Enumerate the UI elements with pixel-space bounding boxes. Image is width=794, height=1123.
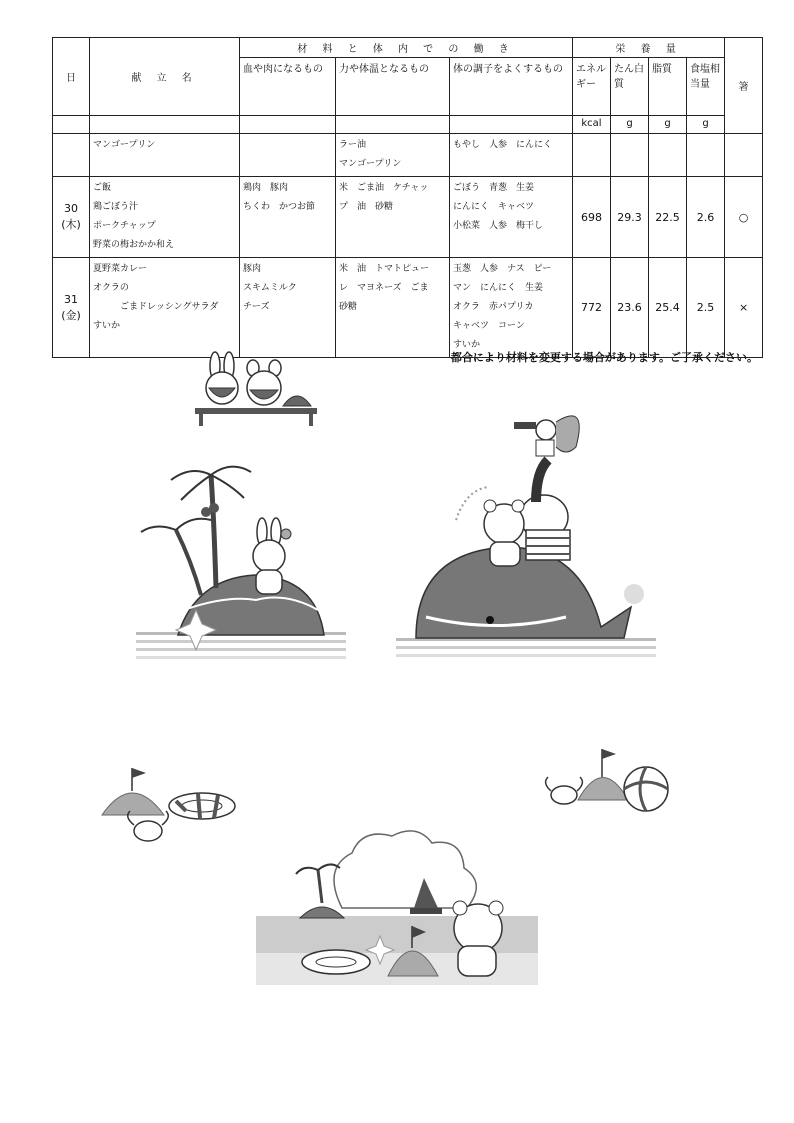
chopsticks-mark: × <box>725 258 763 358</box>
energy-value: 698 <box>573 177 611 258</box>
energy-value: 772 <box>573 258 611 358</box>
salt-value: 2.6 <box>687 177 725 258</box>
header-blood: 血や肉になるもの <box>240 58 336 116</box>
menu-item: すいか <box>93 321 121 331</box>
header-energy-foods: 力や体温となるもの <box>336 58 450 116</box>
table-row <box>53 258 763 358</box>
condition-food: 玉葱 人参 ナス ピー <box>453 264 552 274</box>
condition-food: マン にんにく 生姜 <box>453 283 544 293</box>
unit-fat: g <box>649 116 687 134</box>
condition-food: すいか <box>453 340 481 350</box>
change-notice: 都合により材料を変更する場合があります。ご了承ください。 <box>450 351 758 364</box>
row-weekday: (木) <box>61 218 81 231</box>
energy-food: マンゴープリン <box>339 159 402 169</box>
table-row <box>53 134 763 177</box>
energy-food: 米 油 トマトピュー <box>339 264 430 274</box>
unit-protein: g <box>611 116 649 134</box>
unit-energy: kcal <box>573 116 611 134</box>
row-weekday: (金) <box>61 308 81 322</box>
condition-food: キャベツ コーン <box>453 321 525 331</box>
header-salt: 食塩相当量 <box>687 58 725 116</box>
header-protein: たん白質 <box>611 58 649 116</box>
blood-food: ちくわ かつお節 <box>243 202 316 212</box>
header-condition: 体の調子をよくするもの <box>450 58 573 116</box>
salt-value: 2.5 <box>687 258 725 358</box>
header-energy: エネルギー <box>573 58 611 116</box>
row-day: 30 <box>64 202 78 215</box>
condition-food: オクラ 赤パプリカ <box>453 302 534 312</box>
blood-food: 鶏肉 豚肉 <box>243 183 289 193</box>
energy-food: 砂糖 <box>339 302 358 312</box>
energy-food: プ 油 砂糖 <box>339 202 394 212</box>
condition-food: もやし 人参 にんにく <box>453 140 553 150</box>
row-day: 31 <box>64 292 78 306</box>
header-day: 日 <box>53 38 90 116</box>
menu-item: ご飯 <box>93 183 112 193</box>
blood-food: スキムミルク <box>243 283 297 293</box>
table-row <box>53 177 763 258</box>
crab-beachball-illustration <box>528 745 673 830</box>
energy-food: レ マヨネーズ ごま <box>339 283 429 293</box>
header-menu-name: 献 立 名 <box>90 38 240 116</box>
condition-food: にんにく キャベツ <box>453 202 535 212</box>
energy-food: ラー油 <box>339 140 367 150</box>
protein-value: 29.3 <box>611 177 649 258</box>
menu-item: ポークチャップ <box>93 221 156 231</box>
bunnies-watermelon-illustration <box>185 348 325 428</box>
sandcastle-crab-left-illustration <box>90 763 245 853</box>
header-fat: 脂質 <box>649 58 687 116</box>
menu-table <box>52 37 763 358</box>
fat-value: 22.5 <box>649 177 687 258</box>
menu-item: オクラの <box>93 283 129 293</box>
beach-bear-illustration <box>252 828 542 988</box>
menu-item: ごまドレッシングサラダ <box>93 302 219 312</box>
whale-animals-illustration <box>396 402 658 664</box>
menu-item: 夏野菜カレー <box>93 264 148 274</box>
chopsticks-mark: ○ <box>725 177 763 258</box>
palm-island-illustration <box>136 460 346 665</box>
condition-food: 小松菜 人参 梅干し <box>453 221 544 231</box>
menu-item: 野菜の梅おかか和え <box>93 240 175 250</box>
condition-food: ごぼう 青葱 生姜 <box>453 183 535 193</box>
blood-food: チーズ <box>243 302 270 312</box>
unit-salt: g <box>687 116 725 134</box>
header-chopsticks: 箸 <box>725 38 763 134</box>
menu-item: マンゴープリン <box>93 140 156 150</box>
menu-item: 鶏ごぼう汁 <box>93 202 139 212</box>
fat-value: 25.4 <box>649 258 687 358</box>
protein-value: 23.6 <box>611 258 649 358</box>
energy-food: 米 ごま油 ケチャッ <box>339 183 429 193</box>
blood-food: 豚肉 <box>243 264 262 274</box>
header-ingredients: 材 料 と 体 内 で の 働 き <box>240 38 573 58</box>
header-nutrition: 栄 養 量 <box>573 38 725 58</box>
